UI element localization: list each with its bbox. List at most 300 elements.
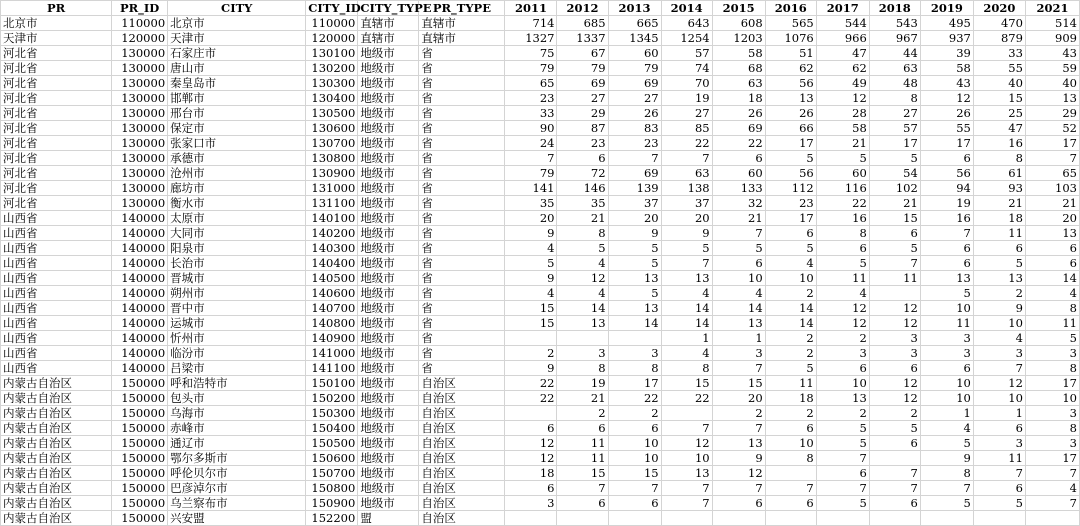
table-cell[interactable]: 4	[973, 331, 1025, 346]
table-cell[interactable]: 9	[505, 271, 557, 286]
table-cell[interactable]: 714	[505, 16, 557, 31]
table-cell[interactable]: 6	[557, 151, 608, 166]
table-cell[interactable]: 8	[973, 151, 1025, 166]
table-cell[interactable]: 8	[765, 451, 816, 466]
table-cell[interactable]: 7	[1025, 496, 1079, 511]
table-cell[interactable]: 150600	[306, 451, 358, 466]
table-cell[interactable]	[973, 511, 1025, 526]
table-cell[interactable]: 河北省	[1, 181, 112, 196]
table-cell[interactable]: 河北省	[1, 61, 112, 76]
table-cell[interactable]: 7	[973, 361, 1025, 376]
table-cell[interactable]: 6	[869, 361, 920, 376]
table-cell[interactable]: 6	[869, 226, 920, 241]
table-cell[interactable]: 139	[608, 181, 661, 196]
table-cell[interactable]: 6	[765, 496, 816, 511]
table-cell[interactable]: 5	[557, 241, 608, 256]
table-cell[interactable]: 内蒙古自治区	[1, 496, 112, 511]
table-cell[interactable]: 130000	[112, 151, 168, 166]
table-cell[interactable]: 9	[712, 451, 765, 466]
table-cell[interactable]: 地级市	[358, 286, 419, 301]
table-cell[interactable]	[765, 466, 816, 481]
table-cell[interactable]	[816, 511, 869, 526]
table-cell[interactable]: 2	[765, 406, 816, 421]
table-cell[interactable]	[661, 406, 712, 421]
table-cell[interactable]: 6	[973, 421, 1025, 436]
table-cell[interactable]: 66	[765, 121, 816, 136]
table-cell[interactable]: 27	[557, 91, 608, 106]
table-cell[interactable]: 15	[557, 466, 608, 481]
table-cell[interactable]: 13	[973, 271, 1025, 286]
table-cell[interactable]: 5	[869, 151, 920, 166]
table-cell[interactable]: 8	[816, 226, 869, 241]
table-cell[interactable]	[869, 451, 920, 466]
table-cell[interactable]: 自治区	[419, 406, 505, 421]
table-cell[interactable]: 11	[557, 451, 608, 466]
table-cell[interactable]: 22	[661, 391, 712, 406]
table-cell[interactable]: 23	[505, 91, 557, 106]
table-cell[interactable]: 5	[608, 286, 661, 301]
table-cell[interactable]: 150000	[112, 376, 168, 391]
table-cell[interactable]: 140400	[306, 256, 358, 271]
table-cell[interactable]: 7	[920, 481, 973, 496]
table-cell[interactable]: 12	[920, 91, 973, 106]
table-cell[interactable]: 130500	[306, 106, 358, 121]
table-cell[interactable]: 21	[712, 211, 765, 226]
table-cell[interactable]: 2	[557, 406, 608, 421]
table-cell[interactable]: 33	[973, 46, 1025, 61]
table-cell[interactable]: 5	[816, 496, 869, 511]
table-cell[interactable]: 15	[661, 376, 712, 391]
table-cell[interactable]: 58	[816, 121, 869, 136]
table-cell[interactable]: 70	[661, 76, 712, 91]
table-cell[interactable]: 省	[419, 196, 505, 211]
table-cell[interactable]: 79	[557, 61, 608, 76]
table-cell[interactable]: 8	[557, 361, 608, 376]
table-cell[interactable]: 2	[505, 346, 557, 361]
table-cell[interactable]: 12	[816, 316, 869, 331]
table-cell[interactable]: 140700	[306, 301, 358, 316]
table-cell[interactable]: 83	[608, 121, 661, 136]
table-cell[interactable]: 6	[557, 496, 608, 511]
table-cell[interactable]: 地级市	[358, 151, 419, 166]
table-cell[interactable]: 20	[505, 211, 557, 226]
table-cell[interactable]: 6	[816, 241, 869, 256]
table-cell[interactable]	[608, 331, 661, 346]
table-cell[interactable]: 150100	[306, 376, 358, 391]
table-cell[interactable]: 3	[712, 346, 765, 361]
table-cell[interactable]: 62	[765, 61, 816, 76]
table-cell[interactable]: 44	[869, 46, 920, 61]
table-cell[interactable]: 3	[1025, 346, 1079, 361]
table-cell[interactable]: 4	[661, 346, 712, 361]
table-cell[interactable]: 40	[973, 76, 1025, 91]
table-cell[interactable]: 116	[816, 181, 869, 196]
table-cell[interactable]: 地级市	[358, 361, 419, 376]
table-cell[interactable]: 4	[920, 421, 973, 436]
table-cell[interactable]: 43	[1025, 46, 1079, 61]
table-cell[interactable]: 地级市	[358, 316, 419, 331]
table-cell[interactable]: 150000	[112, 391, 168, 406]
table-cell[interactable]: 56	[765, 166, 816, 181]
table-cell[interactable]: 自治区	[419, 391, 505, 406]
table-cell[interactable]: 2	[765, 346, 816, 361]
table-cell[interactable]: 57	[869, 121, 920, 136]
table-cell[interactable]: 13	[557, 316, 608, 331]
table-cell[interactable]: 140900	[306, 331, 358, 346]
table-cell[interactable]: 7	[869, 466, 920, 481]
table-cell[interactable]: 120000	[306, 31, 358, 46]
table-cell[interactable]: 直辖市	[419, 16, 505, 31]
table-cell[interactable]: 内蒙古自治区	[1, 421, 112, 436]
table-cell[interactable]	[1025, 511, 1079, 526]
table-cell[interactable]: 3	[973, 436, 1025, 451]
table-cell[interactable]: 39	[920, 46, 973, 61]
table-cell[interactable]: 省	[419, 346, 505, 361]
table-cell[interactable]: 5	[712, 241, 765, 256]
table-cell[interactable]: 65	[1025, 166, 1079, 181]
table-cell[interactable]: 7	[869, 481, 920, 496]
table-cell[interactable]: 1	[920, 406, 973, 421]
column-header[interactable]: 2017	[816, 1, 869, 16]
table-cell[interactable]: 11	[1025, 316, 1079, 331]
table-cell[interactable]: 省	[419, 91, 505, 106]
table-cell[interactable]: 5	[869, 241, 920, 256]
table-cell[interactable]: 150400	[306, 421, 358, 436]
table-cell[interactable]: 6	[816, 361, 869, 376]
table-cell[interactable]	[869, 286, 920, 301]
table-cell[interactable]: 55	[920, 121, 973, 136]
table-cell[interactable]: 自治区	[419, 376, 505, 391]
column-header[interactable]: 2018	[869, 1, 920, 16]
column-header[interactable]: 2011	[505, 1, 557, 16]
table-cell[interactable]: 7	[869, 256, 920, 271]
table-cell[interactable]: 61	[973, 166, 1025, 181]
table-cell[interactable]: 25	[973, 106, 1025, 121]
table-cell[interactable]: 470	[973, 16, 1025, 31]
table-cell[interactable]: 68	[712, 61, 765, 76]
table-cell[interactable]: 7	[816, 451, 869, 466]
table-cell[interactable]: 地级市	[358, 376, 419, 391]
table-cell[interactable]: 55	[973, 61, 1025, 76]
table-cell[interactable]: 565	[765, 16, 816, 31]
table-cell[interactable]: 12	[661, 436, 712, 451]
table-cell[interactable]: 3	[1025, 406, 1079, 421]
table-cell[interactable]: 3	[505, 496, 557, 511]
table-cell[interactable]: 省	[419, 241, 505, 256]
table-cell[interactable]: 52	[1025, 121, 1079, 136]
table-cell[interactable]: 河北省	[1, 151, 112, 166]
table-cell[interactable]: 省	[419, 271, 505, 286]
table-cell[interactable]: 7	[973, 466, 1025, 481]
table-cell[interactable]: 19	[920, 196, 973, 211]
table-cell[interactable]: 山西省	[1, 226, 112, 241]
table-cell[interactable]: 8	[1025, 421, 1079, 436]
table-cell[interactable]: 130000	[112, 166, 168, 181]
table-cell[interactable]: 3	[608, 346, 661, 361]
table-cell[interactable]: 6	[920, 256, 973, 271]
table-cell[interactable]: 15	[608, 466, 661, 481]
table-cell[interactable]: 146	[557, 181, 608, 196]
table-cell[interactable]: 150000	[112, 451, 168, 466]
table-cell[interactable]: 665	[608, 16, 661, 31]
table-cell[interactable]: 63	[712, 76, 765, 91]
table-cell[interactable]: 21	[973, 196, 1025, 211]
table-cell[interactable]: 140300	[306, 241, 358, 256]
table-cell[interactable]: 10	[608, 451, 661, 466]
table-cell[interactable]: 秦皇岛市	[168, 76, 306, 91]
table-cell[interactable]: 140000	[112, 346, 168, 361]
table-cell[interactable]: 79	[608, 61, 661, 76]
table-cell[interactable]: 8	[920, 466, 973, 481]
table-cell[interactable]: 9	[505, 361, 557, 376]
table-cell[interactable]: 8	[1025, 361, 1079, 376]
table-cell[interactable]: 87	[557, 121, 608, 136]
table-cell[interactable]: 7	[661, 496, 712, 511]
table-cell[interactable]: 地级市	[358, 331, 419, 346]
table-cell[interactable]: 141000	[306, 346, 358, 361]
table-cell[interactable]: 8	[661, 361, 712, 376]
table-cell[interactable]: 22	[505, 376, 557, 391]
table-cell[interactable]: 呼伦贝尔市	[168, 466, 306, 481]
table-cell[interactable]: 29	[557, 106, 608, 121]
table-cell[interactable]: 140500	[306, 271, 358, 286]
table-cell[interactable]: 5	[765, 361, 816, 376]
column-header[interactable]: 2021	[1025, 1, 1079, 16]
table-cell[interactable]: 张家口市	[168, 136, 306, 151]
table-cell[interactable]: 33	[505, 106, 557, 121]
table-cell[interactable]: 邢台市	[168, 106, 306, 121]
table-cell[interactable]: 17	[1025, 136, 1079, 151]
table-cell[interactable]: 65	[505, 76, 557, 91]
table-cell[interactable]: 地级市	[358, 46, 419, 61]
table-cell[interactable]: 省	[419, 76, 505, 91]
table-cell[interactable]: 9	[661, 226, 712, 241]
table-cell[interactable]: 7	[712, 421, 765, 436]
table-cell[interactable]: 直辖市	[358, 16, 419, 31]
table-cell[interactable]: 19	[557, 376, 608, 391]
table-cell[interactable]: 10	[765, 271, 816, 286]
table-cell[interactable]: 乌海市	[168, 406, 306, 421]
table-cell[interactable]: 150000	[112, 511, 168, 526]
table-cell[interactable]: 13	[920, 271, 973, 286]
table-cell[interactable]: 5	[920, 286, 973, 301]
table-cell[interactable]: 太原市	[168, 211, 306, 226]
table-cell[interactable]: 15	[505, 301, 557, 316]
table-cell[interactable]: 150000	[112, 496, 168, 511]
table-cell[interactable]: 省	[419, 256, 505, 271]
table-cell[interactable]: 63	[869, 61, 920, 76]
table-cell[interactable]: 省	[419, 331, 505, 346]
table-cell[interactable]: 1254	[661, 31, 712, 46]
table-cell[interactable]: 地级市	[358, 451, 419, 466]
table-cell[interactable]: 79	[505, 61, 557, 76]
table-cell[interactable]: 54	[869, 166, 920, 181]
table-cell[interactable]: 5	[869, 421, 920, 436]
table-cell[interactable]: 2	[608, 406, 661, 421]
table-cell[interactable]: 内蒙古自治区	[1, 436, 112, 451]
table-cell[interactable]: 4	[505, 286, 557, 301]
table-cell[interactable]: 11	[816, 271, 869, 286]
table-cell[interactable]: 67	[557, 46, 608, 61]
table-cell[interactable]: 阳泉市	[168, 241, 306, 256]
table-cell[interactable]: 130400	[306, 91, 358, 106]
table-cell[interactable]: 地级市	[358, 76, 419, 91]
table-cell[interactable]: 内蒙古自治区	[1, 376, 112, 391]
table-cell[interactable]: 承德市	[168, 151, 306, 166]
table-cell[interactable]: 自治区	[419, 451, 505, 466]
table-cell[interactable]	[505, 331, 557, 346]
table-cell[interactable]: 山西省	[1, 211, 112, 226]
table-cell[interactable]: 2	[765, 286, 816, 301]
table-cell[interactable]: 12	[505, 451, 557, 466]
table-cell[interactable]: 21	[557, 391, 608, 406]
table-cell[interactable]: 22	[505, 391, 557, 406]
table-cell[interactable]: 6	[920, 241, 973, 256]
table-cell[interactable]: 6	[973, 241, 1025, 256]
table-cell[interactable]: 5	[973, 256, 1025, 271]
table-cell[interactable]: 20	[608, 211, 661, 226]
table-cell[interactable]: 608	[712, 16, 765, 31]
table-cell[interactable]: 35	[505, 196, 557, 211]
table-cell[interactable]: 唐山市	[168, 61, 306, 76]
table-cell[interactable]: 43	[920, 76, 973, 91]
table-cell[interactable]: 9	[920, 451, 973, 466]
table-cell[interactable]: 133	[712, 181, 765, 196]
table-cell[interactable]: 22	[661, 136, 712, 151]
table-cell[interactable]	[661, 511, 712, 526]
table-cell[interactable]: 地级市	[358, 136, 419, 151]
table-cell[interactable]: 150700	[306, 466, 358, 481]
table-cell[interactable]: 24	[505, 136, 557, 151]
table-cell[interactable]: 130300	[306, 76, 358, 91]
table-cell[interactable]: 26	[765, 106, 816, 121]
table-cell[interactable]: 7	[557, 481, 608, 496]
table-cell[interactable]: 12	[869, 376, 920, 391]
table-cell[interactable]: 47	[816, 46, 869, 61]
table-cell[interactable]: 140000	[112, 286, 168, 301]
table-cell[interactable]: 3	[557, 346, 608, 361]
table-cell[interactable]: 150300	[306, 406, 358, 421]
table-cell[interactable]: 地级市	[358, 301, 419, 316]
table-cell[interactable]: 省	[419, 46, 505, 61]
table-cell[interactable]: 103	[1025, 181, 1079, 196]
table-cell[interactable]: 57	[661, 46, 712, 61]
table-cell[interactable]: 省	[419, 166, 505, 181]
table-cell[interactable]: 5	[1025, 331, 1079, 346]
table-cell[interactable]: 60	[608, 46, 661, 61]
table-cell[interactable]: 23	[765, 196, 816, 211]
table-cell[interactable]: 晋中市	[168, 301, 306, 316]
table-cell[interactable]: 643	[661, 16, 712, 31]
column-header[interactable]: 2012	[557, 1, 608, 16]
table-cell[interactable]: 鄂尔多斯市	[168, 451, 306, 466]
table-cell[interactable]: 1	[973, 406, 1025, 421]
table-cell[interactable]: 20	[1025, 211, 1079, 226]
table-cell[interactable]: 5	[816, 256, 869, 271]
table-cell[interactable]: 6	[608, 496, 661, 511]
table-cell[interactable]: 省	[419, 361, 505, 376]
table-cell[interactable]: 4	[1025, 481, 1079, 496]
table-cell[interactable]: 长治市	[168, 256, 306, 271]
table-cell[interactable]: 5	[816, 151, 869, 166]
table-cell[interactable]: 省	[419, 301, 505, 316]
table-cell[interactable]: 山西省	[1, 241, 112, 256]
table-cell[interactable]: 62	[816, 61, 869, 76]
table-cell[interactable]: 6	[505, 481, 557, 496]
table-cell[interactable]: 27	[869, 106, 920, 121]
table-cell[interactable]: 廊坊市	[168, 181, 306, 196]
table-cell[interactable]: 12	[869, 301, 920, 316]
table-cell[interactable]	[557, 511, 608, 526]
column-header[interactable]: 2014	[661, 1, 712, 16]
table-cell[interactable]: 150500	[306, 436, 358, 451]
table-cell[interactable]: 7	[1025, 151, 1079, 166]
table-cell[interactable]: 14	[765, 316, 816, 331]
table-cell[interactable]: 110000	[306, 16, 358, 31]
table-cell[interactable]: 7	[608, 151, 661, 166]
table-cell[interactable]: 地级市	[358, 211, 419, 226]
table-cell[interactable]: 15	[712, 376, 765, 391]
table-cell[interactable]: 5	[765, 241, 816, 256]
table-cell[interactable]: 13	[765, 91, 816, 106]
table-cell[interactable]: 7	[712, 361, 765, 376]
table-cell[interactable]: 自治区	[419, 496, 505, 511]
table-cell[interactable]: 7	[920, 226, 973, 241]
table-cell[interactable]: 地级市	[358, 256, 419, 271]
table-cell[interactable]: 山西省	[1, 346, 112, 361]
table-cell[interactable]: 2	[869, 406, 920, 421]
table-cell[interactable]: 5	[608, 256, 661, 271]
table-cell[interactable]: 14	[608, 316, 661, 331]
table-cell[interactable]: 140000	[112, 316, 168, 331]
table-cell[interactable]: 48	[869, 76, 920, 91]
table-cell[interactable]: 12	[816, 301, 869, 316]
table-cell[interactable]	[765, 511, 816, 526]
table-cell[interactable]: 130000	[112, 106, 168, 121]
table-cell[interactable]: 13	[661, 271, 712, 286]
table-cell[interactable]: 内蒙古自治区	[1, 406, 112, 421]
table-cell[interactable]: 21	[816, 136, 869, 151]
table-cell[interactable]: 地级市	[358, 106, 419, 121]
table-cell[interactable]: 14	[557, 301, 608, 316]
table-cell[interactable]: 141	[505, 181, 557, 196]
table-cell[interactable]: 5	[765, 151, 816, 166]
table-cell[interactable]: 6	[920, 151, 973, 166]
table-cell[interactable]: 4	[505, 241, 557, 256]
table-cell[interactable]: 23	[608, 136, 661, 151]
table-cell[interactable]: 17	[1025, 451, 1079, 466]
table-cell[interactable]: 150800	[306, 481, 358, 496]
table-cell[interactable]: 130100	[306, 46, 358, 61]
table-cell[interactable]: 北京市	[1, 16, 112, 31]
table-cell[interactable]: 12	[869, 391, 920, 406]
table-cell[interactable]: 29	[1025, 106, 1079, 121]
table-cell[interactable]: 13	[712, 436, 765, 451]
table-cell[interactable]: 省	[419, 61, 505, 76]
table-cell[interactable]: 2	[712, 406, 765, 421]
table-cell[interactable]: 山西省	[1, 286, 112, 301]
table-cell[interactable]: 13	[1025, 91, 1079, 106]
table-cell[interactable]: 1327	[505, 31, 557, 46]
table-cell[interactable]: 2	[765, 331, 816, 346]
table-cell[interactable]: 94	[920, 181, 973, 196]
table-cell[interactable]: 37	[661, 196, 712, 211]
table-cell[interactable]: 140000	[112, 331, 168, 346]
table-cell[interactable]: 18	[712, 91, 765, 106]
table-cell[interactable]: 4	[816, 286, 869, 301]
table-cell[interactable]: 3	[973, 346, 1025, 361]
table-cell[interactable]: 直辖市	[419, 31, 505, 46]
